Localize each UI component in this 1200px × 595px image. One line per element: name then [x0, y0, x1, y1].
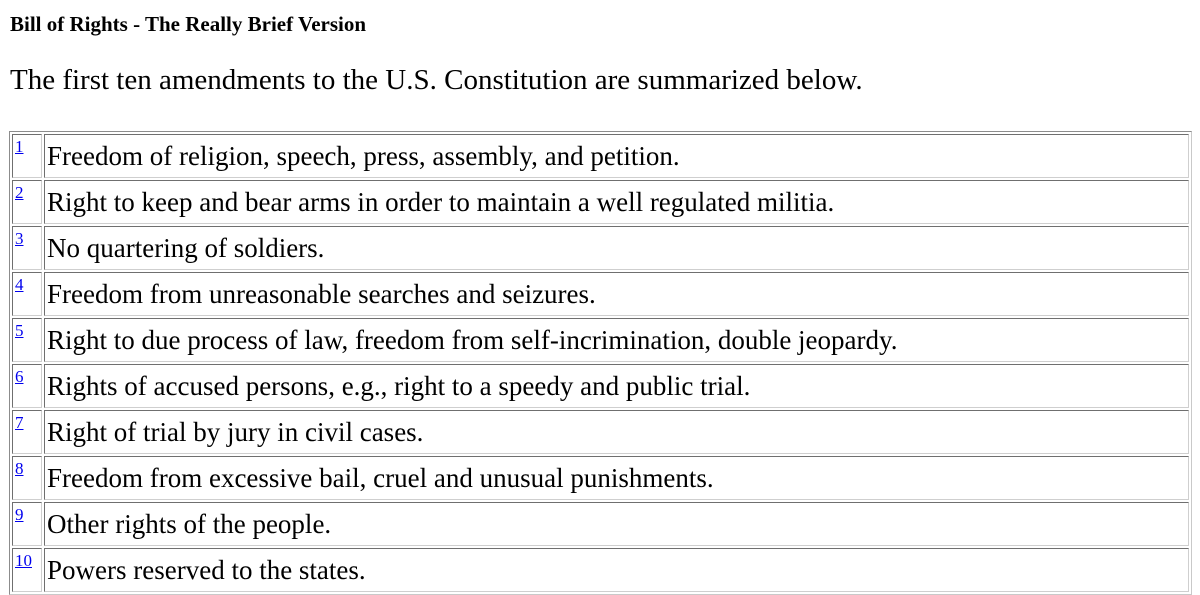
amendment-link-6[interactable]: 6	[15, 367, 24, 386]
intro-paragraph: The first ten amendments to the U.S. Constitution are summarized below.	[10, 64, 863, 96]
amendment-summary: No quartering of soldiers.	[44, 226, 1189, 270]
amendment-number-cell	[12, 548, 42, 592]
table-row	[12, 272, 1189, 316]
amendment-summary: Other rights of the people.	[44, 502, 1189, 546]
amendments-table	[9, 131, 1192, 595]
amendment-number-cell	[12, 318, 42, 362]
amendment-link-2[interactable]: 2	[15, 183, 24, 202]
amendment-number-cell	[12, 180, 42, 224]
table-row	[12, 502, 1189, 546]
amendment-number-cell	[12, 226, 42, 270]
amendment-number-cell	[12, 134, 42, 178]
amendment-link-8[interactable]: 8	[15, 459, 24, 478]
amendment-summary: Freedom from excessive bail, cruel and unusual punishments.	[44, 456, 1189, 500]
amendment-link-7[interactable]: 7	[15, 413, 24, 432]
table-row	[12, 364, 1189, 408]
amendment-summary: Freedom of religion, speech, press, assembly, and petition.	[44, 134, 1189, 178]
amendment-link-10[interactable]: 10	[15, 551, 32, 570]
table-row	[12, 548, 1189, 592]
table-row	[12, 456, 1189, 500]
table-row	[12, 180, 1189, 224]
amendment-link-4[interactable]: 4	[15, 275, 24, 294]
table-row	[12, 134, 1189, 178]
amendment-summary: Right of trial by jury in civil cases.	[44, 410, 1189, 454]
table-row	[12, 226, 1189, 270]
amendment-number-cell	[12, 502, 42, 546]
amendment-summary: Rights of accused persons, e.g., right to a speedy and public trial.	[44, 364, 1189, 408]
amendment-link-5[interactable]: 5	[15, 321, 24, 340]
amendment-link-3[interactable]: 3	[15, 229, 24, 248]
amendment-summary: Freedom from unreasonable searches and seizures.	[44, 272, 1189, 316]
amendment-number-cell	[12, 410, 42, 454]
amendment-summary: Right to due process of law, freedom from self-incrimination, double jeopardy.	[44, 318, 1189, 362]
amendment-number-cell	[12, 272, 42, 316]
amendment-summary: Powers reserved to the states.	[44, 548, 1189, 592]
page-title: Bill of Rights - The Really Brief Version	[10, 12, 367, 36]
amendment-number-cell	[12, 364, 42, 408]
amendment-link-1[interactable]: 1	[15, 137, 24, 156]
amendment-number-cell	[12, 456, 42, 500]
amendment-summary: Right to keep and bear arms in order to maintain a well regulated militia.	[44, 180, 1189, 224]
table-row	[12, 410, 1189, 454]
amendment-link-9[interactable]: 9	[15, 505, 24, 524]
table-row	[12, 318, 1189, 362]
